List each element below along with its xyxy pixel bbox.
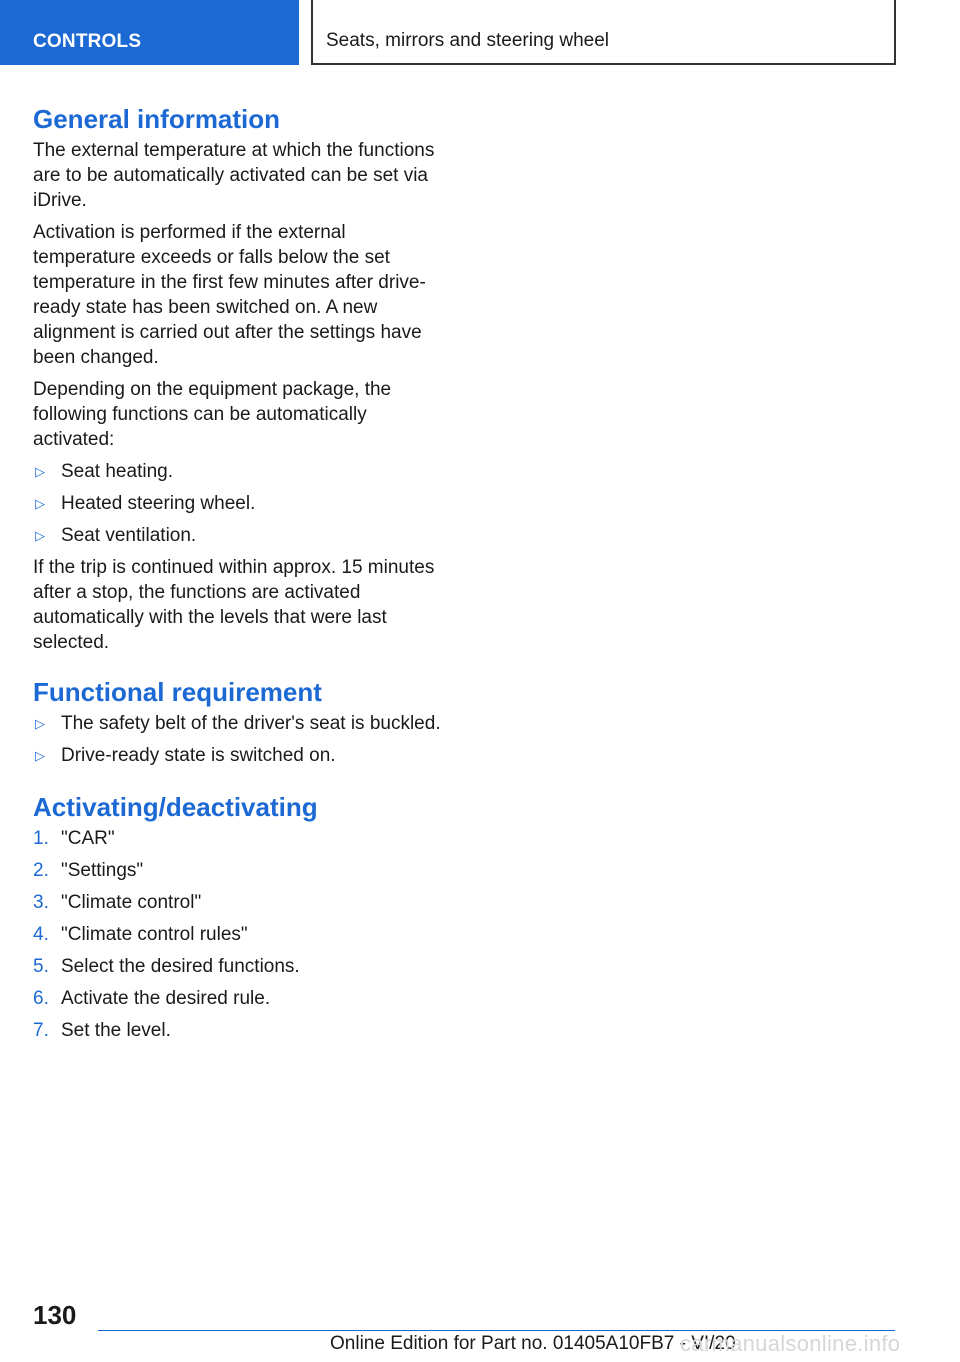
list-item: ▷ Heated steering wheel. bbox=[35, 493, 256, 514]
general-paragraph-1: The external temperature at which the functions are to be automatically activated can be set via iDrive. bbox=[33, 140, 435, 211]
section-title: CONTROLS bbox=[33, 31, 142, 52]
heading-functional-requirement: Functional requirement bbox=[33, 677, 322, 707]
list-item: 1. "CAR" bbox=[33, 828, 115, 849]
general-paragraph-4: If the trip is continued within approx. 15 minutes after a stop, the functions are activated automatically with the levels that were last selected. bbox=[33, 557, 435, 653]
steps-list bbox=[33, 826, 453, 1043]
list-item: 6. Activate the desired rule. bbox=[33, 988, 271, 1009]
list-item: ▷ Seat heating. bbox=[35, 461, 173, 482]
triangle-bullet-icon: ▷ bbox=[35, 528, 45, 543]
triangle-bullet-icon: ▷ bbox=[35, 716, 45, 731]
step-number: 3. bbox=[33, 892, 49, 913]
list-item: ▷ Seat ventilation. bbox=[35, 525, 197, 546]
general-paragraph-2: Activation is performed if the external temperature exceeds or falls below the set temperature in the first few minutes after drive-ready state has been switched on. A new alignment is carried out after the settings have been changed. bbox=[33, 222, 426, 368]
step-number: 4. bbox=[33, 924, 49, 945]
header-chapter-box bbox=[311, 0, 896, 65]
step-number: 2. bbox=[33, 860, 49, 881]
page-content bbox=[33, 100, 453, 1043]
function-list bbox=[33, 459, 453, 548]
triangle-bullet-icon: ▷ bbox=[35, 748, 45, 763]
heading-general-information: General information bbox=[33, 104, 281, 134]
general-paragraph-3: Depending on the equipment package, the following functions can be automatically activated: bbox=[33, 379, 392, 450]
list-item: ▷ Drive-ready state is switched on. bbox=[35, 745, 336, 766]
requirement-list bbox=[33, 711, 453, 768]
list-item: ▷ The safety belt of the driver's seat is buckled. bbox=[35, 713, 441, 734]
triangle-bullet-icon: ▷ bbox=[35, 496, 45, 511]
list-item: 7. Set the level. bbox=[33, 1020, 171, 1041]
chapter-title: Seats, mirrors and steering wheel bbox=[326, 30, 610, 51]
page-number: 130 bbox=[33, 1300, 77, 1330]
list-item: 5. Select the desired functions. bbox=[33, 956, 300, 977]
triangle-bullet-icon: ▷ bbox=[35, 464, 45, 479]
step-number: 5. bbox=[33, 956, 49, 977]
step-number: 7. bbox=[33, 1020, 49, 1041]
edition-footer: Online Edition for Part no. 01405A10FB7 - VI/20 bbox=[330, 1333, 736, 1354]
step-number: 1. bbox=[33, 828, 49, 849]
list-item: 2. "Settings" bbox=[33, 860, 144, 881]
watermark: carmanualsonline.info bbox=[680, 1331, 901, 1356]
step-number: 6. bbox=[33, 988, 49, 1009]
list-item: 4. "Climate control rules" bbox=[33, 924, 248, 945]
list-item: 3. "Climate control" bbox=[33, 892, 202, 913]
heading-activating-deactivating: Activating/deactivating bbox=[33, 792, 318, 822]
header-section-tab bbox=[0, 0, 299, 65]
